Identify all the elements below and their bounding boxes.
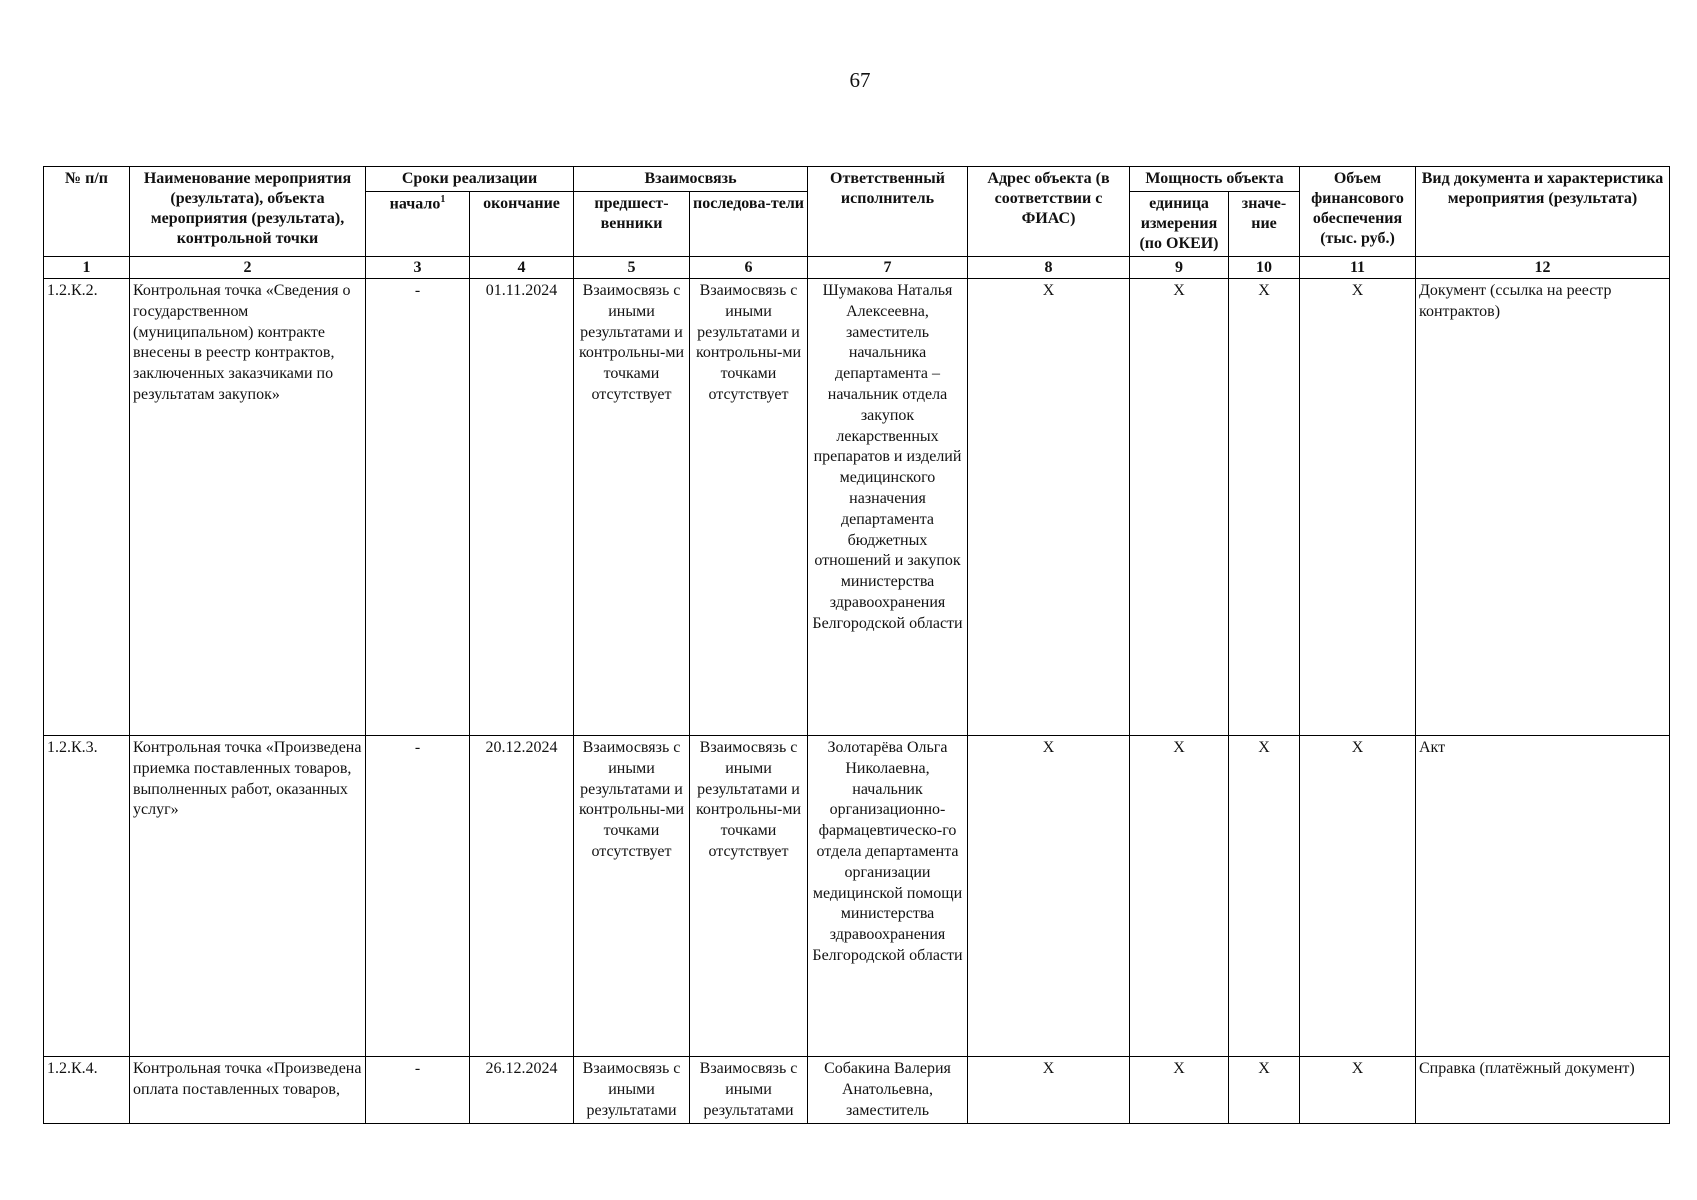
row-document: Акт xyxy=(1416,736,1670,1057)
table-row xyxy=(44,1057,1670,1124)
header-terms: Сроки реализации xyxy=(366,167,574,192)
header-start-label: начало xyxy=(389,195,441,213)
table-row xyxy=(44,736,1670,1057)
row-end: 20.12.2024 xyxy=(470,736,574,1057)
row-num: 1.2.К.4. xyxy=(44,1057,130,1124)
header-address: Адрес объекта (в соответствии с ФИАС) xyxy=(968,167,1130,257)
row-end: 26.12.2024 xyxy=(470,1057,574,1124)
header-predecessors: предшест-венники xyxy=(574,192,690,257)
page-number: 67 xyxy=(849,68,871,92)
row-successors: Взаимосвязь с иными результатами и контрольны-ми точками отсутствует xyxy=(690,279,808,736)
row-name: Контрольная точка «Сведения о государственном (муниципальном) контракте внесены в реестр контрактов, заключенных заказчиками по результатам закупок» xyxy=(130,279,366,736)
footnote-mark: 1 xyxy=(440,194,446,205)
row-name: Контрольная точка «Произведена оплата поставленных товаров, xyxy=(130,1057,366,1124)
row-document: Документ (ссылка на реестр контрактов) xyxy=(1416,279,1670,736)
column-number-row xyxy=(44,257,1670,279)
row-unit: X xyxy=(1130,736,1229,1057)
row-num: 1.2.К.2. xyxy=(44,279,130,736)
column-number: 1 xyxy=(44,257,130,279)
row-value: X xyxy=(1229,736,1300,1057)
row-responsible: Шумакова Наталья Алексеевна, заместитель начальника департамента – начальник отдела закупок лекарственных препаратов и изделий медицинского назначения департамента бюджетных отношений и закупок министерства здравоохранения Белгородской области xyxy=(808,279,968,736)
row-responsible: Собакина Валерия Анатольевна, заместитель xyxy=(808,1057,968,1124)
row-start: - xyxy=(366,736,470,1057)
row-responsible: Золотарёва Ольга Николаевна, начальник организационно-фармацевтическо-го отдела департамента организации медицинской помощи министерства здравоохранения Белгородской области xyxy=(808,736,968,1057)
row-name: Контрольная точка «Произведена приемка поставленных товаров, выполненных работ, оказанных услуг» xyxy=(130,736,366,1057)
column-number: 11 xyxy=(1300,257,1416,279)
column-number: 12 xyxy=(1416,257,1670,279)
column-number: 3 xyxy=(366,257,470,279)
row-document: Справка (платёжный документ) xyxy=(1416,1057,1670,1124)
header-document: Вид документа и характеристика мероприятия (результата) xyxy=(1416,167,1670,257)
row-value: X xyxy=(1229,1057,1300,1124)
row-value: X xyxy=(1229,279,1300,736)
row-unit: X xyxy=(1130,279,1229,736)
header-row-top xyxy=(44,167,1670,192)
row-finance: X xyxy=(1300,1057,1416,1124)
row-address: X xyxy=(968,1057,1130,1124)
row-address: X xyxy=(968,279,1130,736)
table-row xyxy=(44,279,1670,736)
row-successors: Взаимосвязь с иными результатами и контрольны-ми точками отсутствует xyxy=(690,736,808,1057)
row-start: - xyxy=(366,279,470,736)
column-number: 6 xyxy=(690,257,808,279)
header-link: Взаимосвязь xyxy=(574,167,808,192)
events-table xyxy=(43,166,1670,1124)
row-successors: Взаимосвязь с иными результатами xyxy=(690,1057,808,1124)
header-capacity: Мощность объекта xyxy=(1130,167,1300,192)
column-number: 8 xyxy=(968,257,1130,279)
row-predecessors: Взаимосвязь с иными результатами и контрольны-ми точками отсутствует xyxy=(574,279,690,736)
header-responsible: Ответственный исполнитель xyxy=(808,167,968,257)
row-predecessors: Взаимосвязь с иными результатами xyxy=(574,1057,690,1124)
header-num: № п/п xyxy=(44,167,130,257)
column-number: 7 xyxy=(808,257,968,279)
column-number: 2 xyxy=(130,257,366,279)
column-number: 9 xyxy=(1130,257,1229,279)
row-finance: X xyxy=(1300,279,1416,736)
row-finance: X xyxy=(1300,736,1416,1057)
row-unit: X xyxy=(1130,1057,1229,1124)
row-predecessors: Взаимосвязь с иными результатами и контрольны-ми точками отсутствует xyxy=(574,736,690,1057)
column-number: 5 xyxy=(574,257,690,279)
column-number: 4 xyxy=(470,257,574,279)
column-number: 10 xyxy=(1229,257,1300,279)
header-successors: последова-тели xyxy=(690,192,808,257)
row-num: 1.2.К.3. xyxy=(44,736,130,1057)
header-end: окончание xyxy=(470,192,574,257)
row-end: 01.11.2024 xyxy=(470,279,574,736)
header-start xyxy=(366,192,470,257)
header-finance: Объем финансового обеспечения (тыс. руб.) xyxy=(1300,167,1416,257)
header-name: Наименование мероприятия (результата), объекта мероприятия (результата), контрольной точки xyxy=(130,167,366,257)
header-value: значе-ние xyxy=(1229,192,1300,257)
row-start: - xyxy=(366,1057,470,1124)
header-unit: единица измерения (по ОКЕИ) xyxy=(1130,192,1229,257)
row-address: X xyxy=(968,736,1130,1057)
